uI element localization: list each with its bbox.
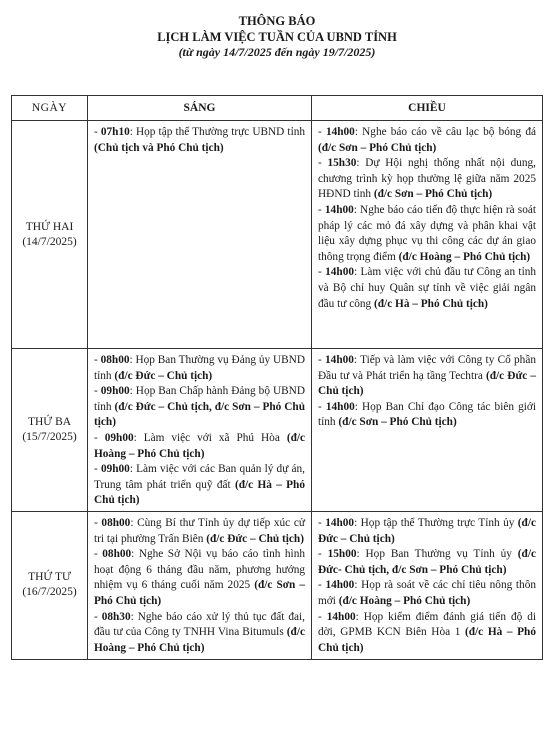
- item-dash: -: [318, 579, 326, 592]
- item-text: : Họp rà soát về các chỉ tiêu nông thôn mới: [318, 579, 537, 607]
- schedule-item: [94, 384, 305, 431]
- column-header-day: NGÀY: [12, 96, 88, 121]
- item-dash: -: [318, 266, 326, 279]
- item-attendees: (đ/c Đức – Chủ tịch): [206, 532, 304, 545]
- item-text: : Họp tập thể Thường trực Tỉnh ủy: [354, 516, 518, 529]
- date-range: (từ ngày 14/7/2025 đến ngày 19/7/2025): [178, 45, 376, 59]
- column-header-afternoon: CHIỀU: [312, 96, 543, 121]
- item-text: : Cùng Bí thư Tỉnh ủy dự tiếp xúc cử tri tại phường Trấn Biên: [94, 516, 305, 545]
- schedule-item: [318, 547, 536, 578]
- item-attendees: (đ/c Hà – Phó Chủ tịch): [374, 297, 488, 310]
- item-text: : Nghe báo cáo tiến độ thực hiện rà soát pháp lý các mỏ đá xây dựng và phân khai vật liệu xây dựng phục vụ thi công các dự án giao thông trọng điểm: [318, 203, 536, 263]
- day-cell: [12, 349, 88, 512]
- item-attendees: (đ/c Hà – Phó Chủ tịch): [318, 626, 536, 654]
- table-row: [12, 349, 543, 512]
- item-attendees: (Chủ tịch và Phó Chủ tịch): [94, 141, 224, 154]
- table-header-row: [12, 96, 543, 121]
- item-dash: -: [94, 463, 101, 476]
- item-dash: -: [318, 516, 326, 529]
- item-time: 07h10: [100, 126, 130, 138]
- schedule-item: [94, 610, 305, 657]
- item-text: : Dự Hội nghị thống nhất nội dung, chương trình kỳ họp thường lệ giữa năm 2025 HĐND tỉnh: [318, 157, 536, 201]
- schedule-body: [12, 121, 543, 660]
- item-time: 14h00: [325, 400, 355, 413]
- item-dash: -: [94, 385, 101, 398]
- schedule-item: [318, 125, 536, 156]
- schedule-table: [11, 95, 543, 660]
- day-date: (16/7/2025): [22, 586, 77, 599]
- table-row: [12, 511, 543, 659]
- item-text: : Nghe Sở Nội vụ báo cáo tình hình hoạt động 6 tháng đầu năm, phương hướng nhiệm vụ 6 tháng cuối năm 2025: [94, 548, 305, 592]
- item-time: 14h00: [325, 126, 355, 138]
- item-attendees: (đ/c Đức – Chủ tịch): [114, 369, 213, 382]
- item-text: : Họp Ban Thường vụ Tỉnh ủy: [356, 548, 518, 561]
- item-attendees: (đ/c Hoàng – Phó Chủ tịch): [94, 431, 306, 460]
- afternoon-cell: [312, 511, 543, 659]
- day-cell: [12, 121, 88, 349]
- column-header-morning: SÁNG: [88, 96, 312, 121]
- item-dash: -: [94, 548, 103, 561]
- item-dash: -: [318, 354, 326, 366]
- item-time: 15h00: [327, 548, 357, 561]
- item-attendees: (đ/c Hoàng – Phó Chủ tịch): [94, 626, 305, 654]
- day-name: THỨ HAI: [25, 220, 74, 233]
- schedule-item: [94, 431, 305, 462]
- morning-cell: [88, 349, 312, 512]
- item-dash: -: [94, 516, 102, 529]
- item-time: 08h00: [102, 548, 132, 561]
- item-text: : Làm việc với chủ đầu tư Công an tỉnh và Bộ chỉ huy Quân sự tỉnh về việc giải ngân đầu tư công: [318, 266, 537, 310]
- item-time: 09h00: [100, 385, 130, 398]
- afternoon-cell: [312, 121, 543, 349]
- day-cell: [12, 511, 88, 659]
- item-dash: -: [318, 157, 328, 170]
- morning-cell: [88, 511, 312, 659]
- schedule-item: [94, 516, 305, 547]
- item-attendees: (đ/c Sơn – Phó Chủ tịch): [338, 416, 457, 429]
- item-time: 14h00: [325, 354, 354, 366]
- item-attendees: (đ/c Sơn – Phó Chủ tịch): [318, 141, 437, 154]
- item-time: 09h00: [100, 463, 130, 476]
- schedule-item: [318, 353, 536, 400]
- item-text: : Họp Ban Thường vụ Đảng ủy UBND tỉnh: [94, 354, 305, 382]
- item-time: 08h30: [101, 610, 131, 623]
- item-time: 08h00: [101, 516, 131, 529]
- item-time: 09h00: [104, 431, 134, 444]
- item-attendees: (đ/c Hà – Phó Chủ tịch): [94, 478, 305, 507]
- schedule-item: [318, 156, 536, 203]
- item-time: 14h00: [325, 266, 354, 279]
- item-dash: -: [318, 548, 328, 561]
- item-attendees: (đ/c Đức – Chủ tịch): [318, 516, 536, 545]
- item-dash: -: [318, 203, 325, 216]
- schedule-item: [318, 265, 536, 312]
- item-dash: -: [94, 610, 102, 623]
- item-text: : Nghe báo cáo về câu lạc bộ bóng đá: [354, 126, 536, 138]
- item-text: : Làm việc với các Ban quản lý dự án, Trung tâm phát triển quỹ đất: [94, 463, 305, 491]
- day-date: (15/7/2025): [22, 430, 77, 443]
- schedule-item: [94, 353, 305, 384]
- schedule-item: [318, 400, 536, 431]
- item-time: 14h00: [326, 610, 356, 623]
- item-text: : Nghe báo cáo xử lý thủ tục đất đai, đầu tư của Công ty TNHH Vina Bitumuls: [94, 610, 305, 639]
- item-time: 14h00: [325, 516, 355, 529]
- item-dash: -: [318, 610, 327, 623]
- item-text: : Họp kiểm điểm đánh giá tiến độ di dời, GPMB KCN Biên Hòa 1: [318, 610, 536, 639]
- item-dash: -: [94, 431, 105, 444]
- item-text: : Họp Ban Chỉ đạo Công tác biên giới tỉnh: [318, 400, 537, 429]
- item-text: : Họp tập thể Thường trực UBND tỉnh: [129, 126, 306, 138]
- notice-title: THÔNG BÁO: [238, 14, 316, 28]
- item-time: 14h00: [324, 203, 354, 216]
- item-text: : Tiếp và làm việc với Công ty Cổ phần Đầu tư và Phát triển hạ tầng Techtra: [318, 354, 536, 382]
- item-attendees: (đ/c Đức – Chủ tịch): [318, 369, 536, 398]
- item-dash: -: [94, 354, 101, 366]
- item-text: : Làm việc với xã Phú Hòa: [133, 431, 287, 444]
- item-dash: -: [318, 126, 326, 138]
- item-attendees: (đ/c Sơn – Phó Chủ tịch): [373, 188, 493, 201]
- table-row: [12, 121, 543, 349]
- item-attendees: (đ/c Hoàng – Phó Chủ tịch): [338, 594, 471, 607]
- item-dash: -: [94, 126, 101, 138]
- schedule-item: [94, 547, 305, 609]
- item-time: 14h00: [325, 579, 355, 592]
- schedule-item: [318, 516, 536, 547]
- schedule-item: [318, 203, 536, 265]
- item-attendees: (đ/c Đức – Chủ tịch, đ/c Sơn – Phó Chủ tịch): [94, 400, 305, 429]
- schedule-subtitle: LỊCH LÀM VIỆC TUẦN CỦA UBND TỈNH: [157, 30, 397, 44]
- schedule-item: [94, 125, 305, 156]
- day-date: (14/7/2025): [22, 235, 77, 248]
- item-time: 15h30: [327, 157, 357, 170]
- schedule-item: [318, 578, 536, 609]
- schedule-item: [318, 610, 536, 657]
- day-name: THỨ BA: [27, 415, 72, 428]
- item-text: : Họp Ban Chấp hành Đảng bộ UBND tỉnh: [94, 385, 305, 413]
- day-name: THỨ TƯ: [28, 571, 71, 584]
- item-attendees: (đ/c Đức- Chủ tịch, đ/c Sơn – Phó Chủ tịch): [318, 548, 536, 576]
- afternoon-cell: [312, 349, 543, 512]
- morning-cell: [88, 121, 312, 349]
- item-time: 08h00: [100, 354, 130, 366]
- item-dash: -: [318, 400, 326, 413]
- item-attendees: (đ/c Hoàng – Phó Chủ tịch): [398, 250, 531, 263]
- schedule-item: [94, 462, 305, 509]
- item-attendees: (đ/c Sơn – Phó Chủ tịch): [94, 579, 305, 607]
